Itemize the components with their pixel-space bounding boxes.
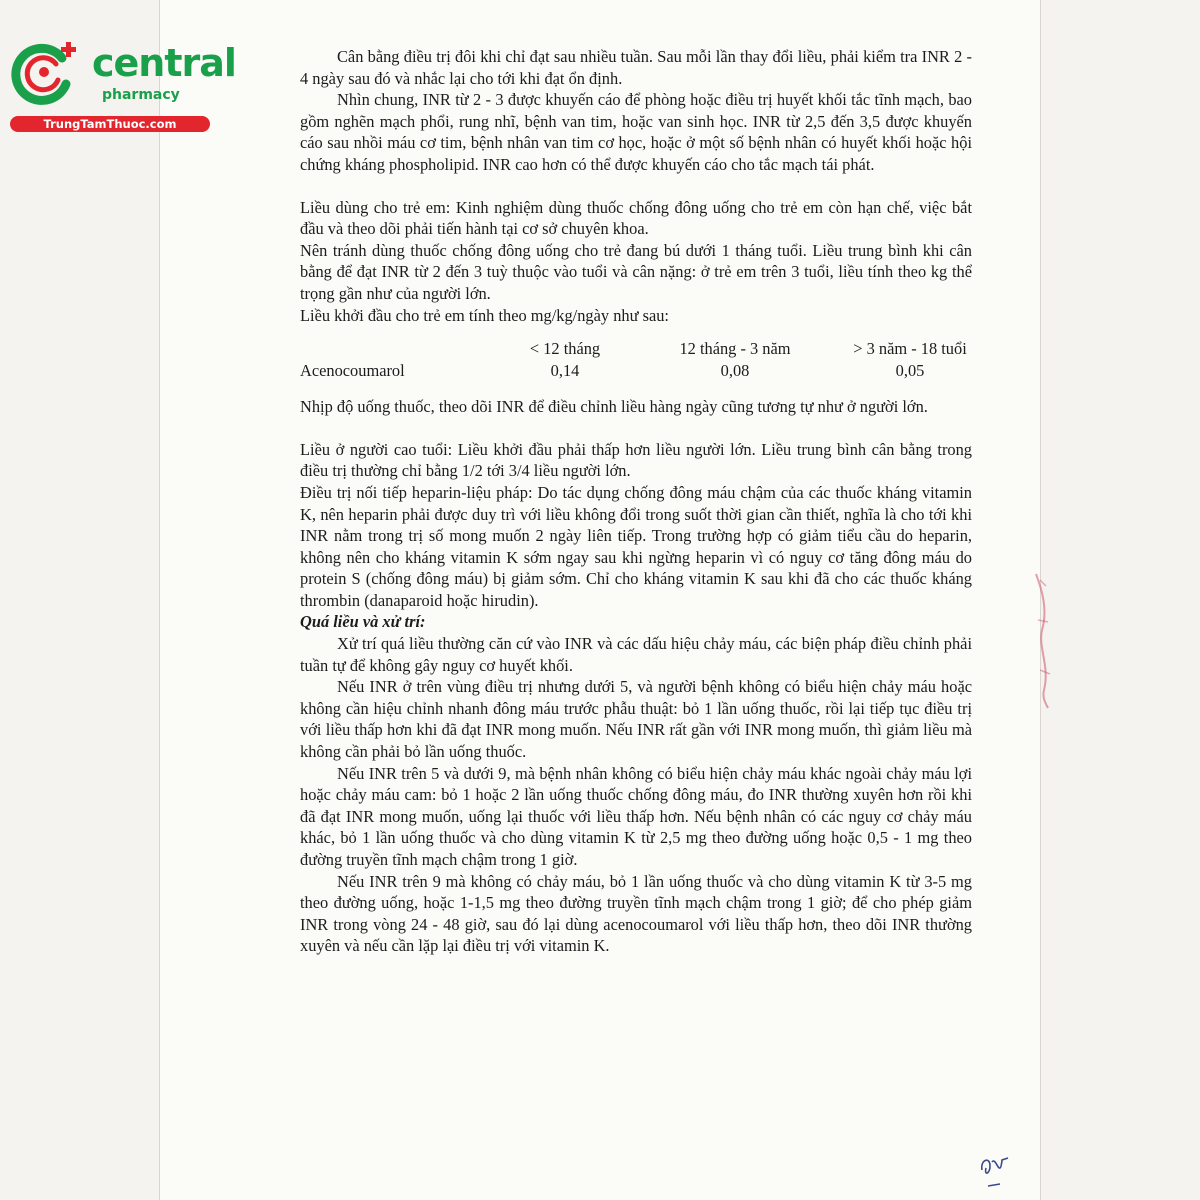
paragraph-inr-above-9: Nếu INR trên 9 mà không có chảy máu, bỏ 1 lần uống thuốc và cho dùng vitamin K từ 3-5 mg theo đường uống, hoặc 1-1,5 mg theo đường truyền tĩnh mạch chậm trong 1 giờ; để cho phép giảm INR trong vòng 24 - 48 giờ, sau đó lại dùng acenocoumarol với liều thấp hơn, theo dõi INR thường xuyên và nếu cần lặp lại điều trị với vitamin K. xyxy=(300,871,972,956)
paragraph-monitoring: Nhịp độ uống thuốc, theo dõi INR để điều chỉnh liều hàng ngày cũng tương tự như ở người lớn. xyxy=(300,397,928,417)
dose-table-header: 12 tháng - 3 năm xyxy=(679,339,791,359)
dose-table-header: < 12 tháng xyxy=(529,339,601,359)
paragraph-heparin-therapy: Điều trị nối tiếp heparin-liệu pháp: Do tác dụng chống đông máu chậm của các thuốc kháng vitamin K, nên heparin phải được duy trì với liều không đổi trong suốt thời gian cần thiết, nghĩa là cho tới khi INR nằm trong trị số mong muốn 2 ngày liên tiếp. Trong trường hợp có giảm tiểu cầu do heparin, không nên cho kháng vitamin K sớm ngay sau khi ngừng heparin vì có nguy cơ tăng đông máu do protein S (chống đông máu) bị giảm sớm. Chỉ cho kháng vitamin K sau khi đã cho các thuốc kháng thrombin (danaparoid hoặc hirudin). xyxy=(300,482,972,610)
dose-table-value: 0,08 xyxy=(720,361,750,381)
paragraph-elderly-dosage: Liều ở người cao tuổi: Liều khởi đầu phải thấp hơn liều người lớn. Liều trung bình cân bằng trong điều trị thường chỉ bằng 1/2 tới 3/4 liều người lớn. xyxy=(300,439,972,481)
central-pharmacy-logo[interactable] xyxy=(10,36,236,136)
dose-table-value: 0,05 xyxy=(895,361,925,381)
brand-subtitle: pharmacy xyxy=(102,87,180,103)
spacer xyxy=(300,176,972,197)
dose-table-drug: Acenocoumarol xyxy=(300,361,405,381)
spacer xyxy=(300,418,972,439)
dose-table xyxy=(300,338,972,386)
paragraph-overdose-management: Xử trí quá liều thường căn cứ vào INR và các dấu hiệu chảy máu, các biện pháp điều chỉnh phải tuần tự để không gây nguy cơ huyết khối. xyxy=(300,634,972,675)
central-logo-icon xyxy=(10,36,80,106)
document-body xyxy=(300,46,972,957)
red-ink-mark xyxy=(1028,570,1058,710)
brand-url-banner[interactable]: TrungTamThuoc.com xyxy=(10,116,210,132)
dose-table-value: 0,14 xyxy=(550,361,580,381)
brand-name: central xyxy=(92,41,236,85)
handwritten-initial xyxy=(978,1150,1018,1190)
dose-table-header: > 3 năm - 18 tuổi xyxy=(853,339,967,359)
paragraph-inr-5-to-9: Nếu INR trên 5 và dưới 9, mà bệnh nhân không có biểu hiện chảy máu khác ngoài chảy máu lợi hoặc chảy máu cam: bỏ 1 hoặc 2 lần uống thuốc chống đông máu, đo INR thường xuyên hơn rồi khi đã đạt INR mong muốn, uống lại thuốc với liều thấp hơn. Nếu bệnh nhân có các nguy cơ chảy máu khác, bỏ 1 lần uống thuốc và cho dùng vitamin K từ 2,5 mg theo đường uống hoặc 0,5 - 1 mg theo đường truyền tĩnh mạch chậm trong 1 giờ. xyxy=(300,763,972,869)
section-heading-overdose: Quá liều và xử trí: xyxy=(300,612,426,632)
paragraph-infant-avoid: Nên tránh dùng thuốc chống đông uống cho trẻ đang bú dưới 1 tháng tuổi. Liều trung bình khi cân bằng để đạt INR từ 2 đến 3 tuỳ thuộc vào tuổi và cân nặng: ở trẻ em trên 3 tuổi, liều tính theo kg thể trọng gần như của người lớn. xyxy=(300,240,972,303)
paragraph-children-dosage: Liều dùng cho trẻ em: Kinh nghiệm dùng thuốc chống đông uống cho trẻ em còn hạn chế, việc bắt đầu và theo dõi phải tiến hành tại cơ sở chuyên khoa. xyxy=(300,197,972,239)
paragraph-inr-recommendation: Nhìn chung, INR từ 2 - 3 được khuyến cáo để phòng hoặc điều trị huyết khối tắc tĩnh mạch, bao gồm nghẽn mạch phổi, rung nhĩ, bệnh van tim, hoặc van sinh học. INR từ 2,5 đến 3,5 được khuyến cáo sau nhồi máu cơ tim, bệnh nhân van tim cơ học, hoặc ở một số bệnh nhân có huyết khối hoặc hội chứng kháng phospholipid. INR cao hơn có thể được khuyến cáo cho tắc mạch tái phát. xyxy=(300,90,972,174)
paragraph-inr-balance: Cân bằng điều trị đôi khi chỉ đạt sau nhiều tuần. Sau mỗi lần thay đổi liều, phải kiểm tra INR 2 - 4 ngày sau đó và nhắc lại cho tới khi đạt ổn định. xyxy=(300,47,972,88)
paragraph-inr-below-5: Nếu INR ở trên vùng điều trị nhưng dưới 5, và người bệnh không có biểu hiện chảy máu hoặc không cần hiệu chỉnh nhanh đông máu trước phẫu thuật: bỏ 1 lần uống thuốc, rồi lại tiếp tục điều trị với liều thấp hơn khi đã đạt INR mong muốn. Nếu INR rất gần với INR mong muốn, thì giảm liều mà không cần phải bỏ lần uống thuốc. xyxy=(300,677,972,762)
paragraph-initial-dose-intro: Liều khởi đầu cho trẻ em tính theo mg/kg/ngày như sau: xyxy=(300,305,669,325)
